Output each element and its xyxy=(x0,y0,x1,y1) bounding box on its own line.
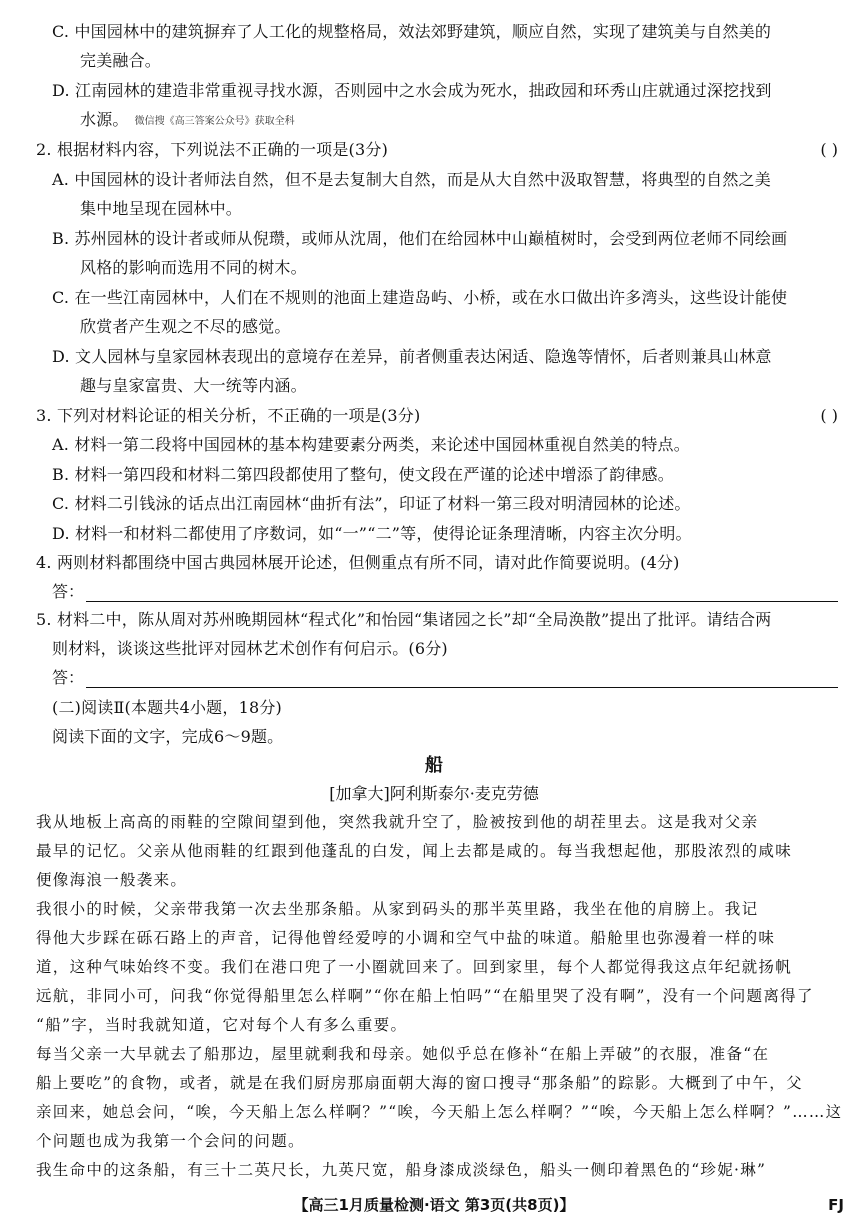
q3-option-d: D. 材料一和材料二都使用了序数词，如“一”“二”等，使得论证条理清晰，内容主次分明。 xyxy=(52,524,692,543)
story-line: 个问题也成为我第一个会问的问题。 xyxy=(36,1132,305,1150)
q3-option-c: C. 材料二引钱泳的话点出江南园林“曲折有法”，印证了材料一第三段对明清园林的论述。 xyxy=(52,494,691,513)
story-line: 道，这种气味始终不变。我们在港口兜了一小圈就回来了。回到家里，每个人都觉得我这点年纪就扬帆 xyxy=(36,958,793,976)
q1-option-c-line2: 完美融合。 xyxy=(80,51,162,70)
q1-option-c-line1: C. 中国园林中的建筑摒弃了人工化的规整格局，效法郊野建筑，顺应自然，实现了建筑美与自然美的 xyxy=(52,22,772,41)
story-line: 得他大步踩在砾石路上的声音，记得他曾经爱哼的小调和空气中盐的味道。船舱里也弥漫着一样的味 xyxy=(36,929,776,947)
q4-stem: 4. 两则材料都围绕中国古典园林展开论述，但侧重点有所不同，请对此作简要说明。(4分) xyxy=(36,553,680,572)
q4-answer-label: 答： xyxy=(52,582,85,601)
q3-answer-bracket[interactable]: ( ) xyxy=(820,406,838,425)
story-line: 远航，非同小可，问我“你觉得船里怎么样啊”“你在船上怕吗”“在船里哭了没有啊”，没有一个问题离得了 xyxy=(36,987,814,1005)
q3-stem: 3. 下列对材料论证的相关分析，不正确的一项是(3分) xyxy=(36,406,421,425)
watermark-text: 微信搜《高三答案公众号》获取全科 xyxy=(134,116,295,127)
q5-stem-line2: 则材料，谈谈这些批评对园林艺术创作有何启示。(6分) xyxy=(52,639,448,658)
story-line: 船上要吃”的食物，或者，就是在我们厨房那扇面朝大海的窗口搜寻“那条船”的踪影。大概到了中午，父 xyxy=(36,1074,803,1092)
story-line: “船”字，当时我就知道，它对每个人有多么重要。 xyxy=(36,1016,408,1034)
page-footer: 【高三1月质量检测·语文 第3页(共8页)】 xyxy=(293,1196,575,1214)
q2-option-d-line1: D. 文人园林与皇家园林表现出的意境存在差异，前者侧重表达闲适、隐逸等情怀，后者则兼具山林意 xyxy=(52,347,772,366)
story-line: 最早的记忆。父亲从他雨鞋的红跟到他蓬乱的白发，闻上去都是咸的。每当我想起他，那股浓烈的咸味 xyxy=(36,842,793,860)
q2-option-c-line2: 欣赏者产生观之不尽的感觉。 xyxy=(80,317,291,336)
q5-answer-line[interactable] xyxy=(86,687,838,688)
q1-option-d-line1: D. 江南园林的建造非常重视寻找水源，否则园中之水会成为死水，拙政园和环秀山庄就通过深挖找到 xyxy=(52,81,772,100)
q3-option-b: B. 材料一第四段和材料二第四段都使用了整句，使文段在严谨的论述中增添了韵律感。 xyxy=(52,465,674,484)
story-line: 便像海浪一般袭来。 xyxy=(36,871,188,889)
q5-answer-label: 答： xyxy=(52,668,85,687)
story-line: 亲回来，她总会问，“唉，今天船上怎么样啊？”“唉，今天船上怎么样啊？”“唉，今天船上怎么样啊？”……这 xyxy=(36,1103,843,1121)
story-line: 我生命中的这条船，有三十二英尺长，九英尺宽，船身漆成淡绿色，船头一侧印着黑色的“珍妮·琳” xyxy=(36,1161,767,1179)
q2-option-a-line1: A. 中国园林的设计者师法自然，但不是去复制大自然，而是从大自然中汲取智慧，将典型的自然之美 xyxy=(52,170,771,189)
q5-stem-line1: 5. 材料二中，陈从周对苏州晚期园林“程式化”和怡园“集诸园之长”却“全局涣散”提出了批评。请结合两 xyxy=(36,610,772,629)
q2-option-b-line2: 风格的影响而选用不同的树木。 xyxy=(80,258,307,277)
q1-option-d-line2-row xyxy=(80,106,295,136)
q2-option-c-line1: C. 在一些江南园林中，人们在不规则的池面上建造岛屿、小桥，或在水口做出许多湾头，这些设计能使 xyxy=(52,288,788,307)
q2-option-d-line2: 趣与皇家富贵、大一统等内涵。 xyxy=(80,376,307,395)
section2-instruction: 阅读下面的文字，完成6～9题。 xyxy=(52,727,284,746)
story-author: [加拿大]阿利斯泰尔·麦克劳德 xyxy=(329,784,539,803)
q2-answer-bracket[interactable]: ( ) xyxy=(820,140,838,159)
story-line: 每当父亲一大早就去了船那边，屋里就剩我和母亲。她似乎总在修补“在船上弄破”的衣服，准备“在 xyxy=(36,1045,770,1063)
q2-option-a-line2: 集中地呈现在园林中。 xyxy=(80,199,243,218)
section2-heading: (二)阅读Ⅱ(本题共4小题，18分) xyxy=(52,698,282,717)
story-title: 船 xyxy=(425,755,443,776)
q1-option-d-line2: 水源。 xyxy=(80,110,129,129)
story-line: 我从地板上高高的雨鞋的空隙间望到他，突然我就升空了，脸被按到他的胡茬里去。这是我对父亲 xyxy=(36,813,759,831)
q3-option-a: A. 材料一第二段将中国园林的基本构建要素分两类，来论述中国园林重视自然美的特点。 xyxy=(52,435,690,454)
q2-option-b-line1: B. 苏州园林的设计者或师从倪瓒，或师从沈周，他们在给园林中山巅植树时，会受到两位老师不同绘画 xyxy=(52,229,788,248)
q2-stem: 2. 根据材料内容，下列说法不正确的一项是(3分) xyxy=(36,140,389,159)
q4-answer-line[interactable] xyxy=(86,601,838,602)
story-line: 我很小的时候，父亲带我第一次去坐那条船。从家到码头的那半英里路，我坐在他的肩膀上。我记 xyxy=(36,900,759,918)
footer-code: FJ xyxy=(828,1196,844,1214)
